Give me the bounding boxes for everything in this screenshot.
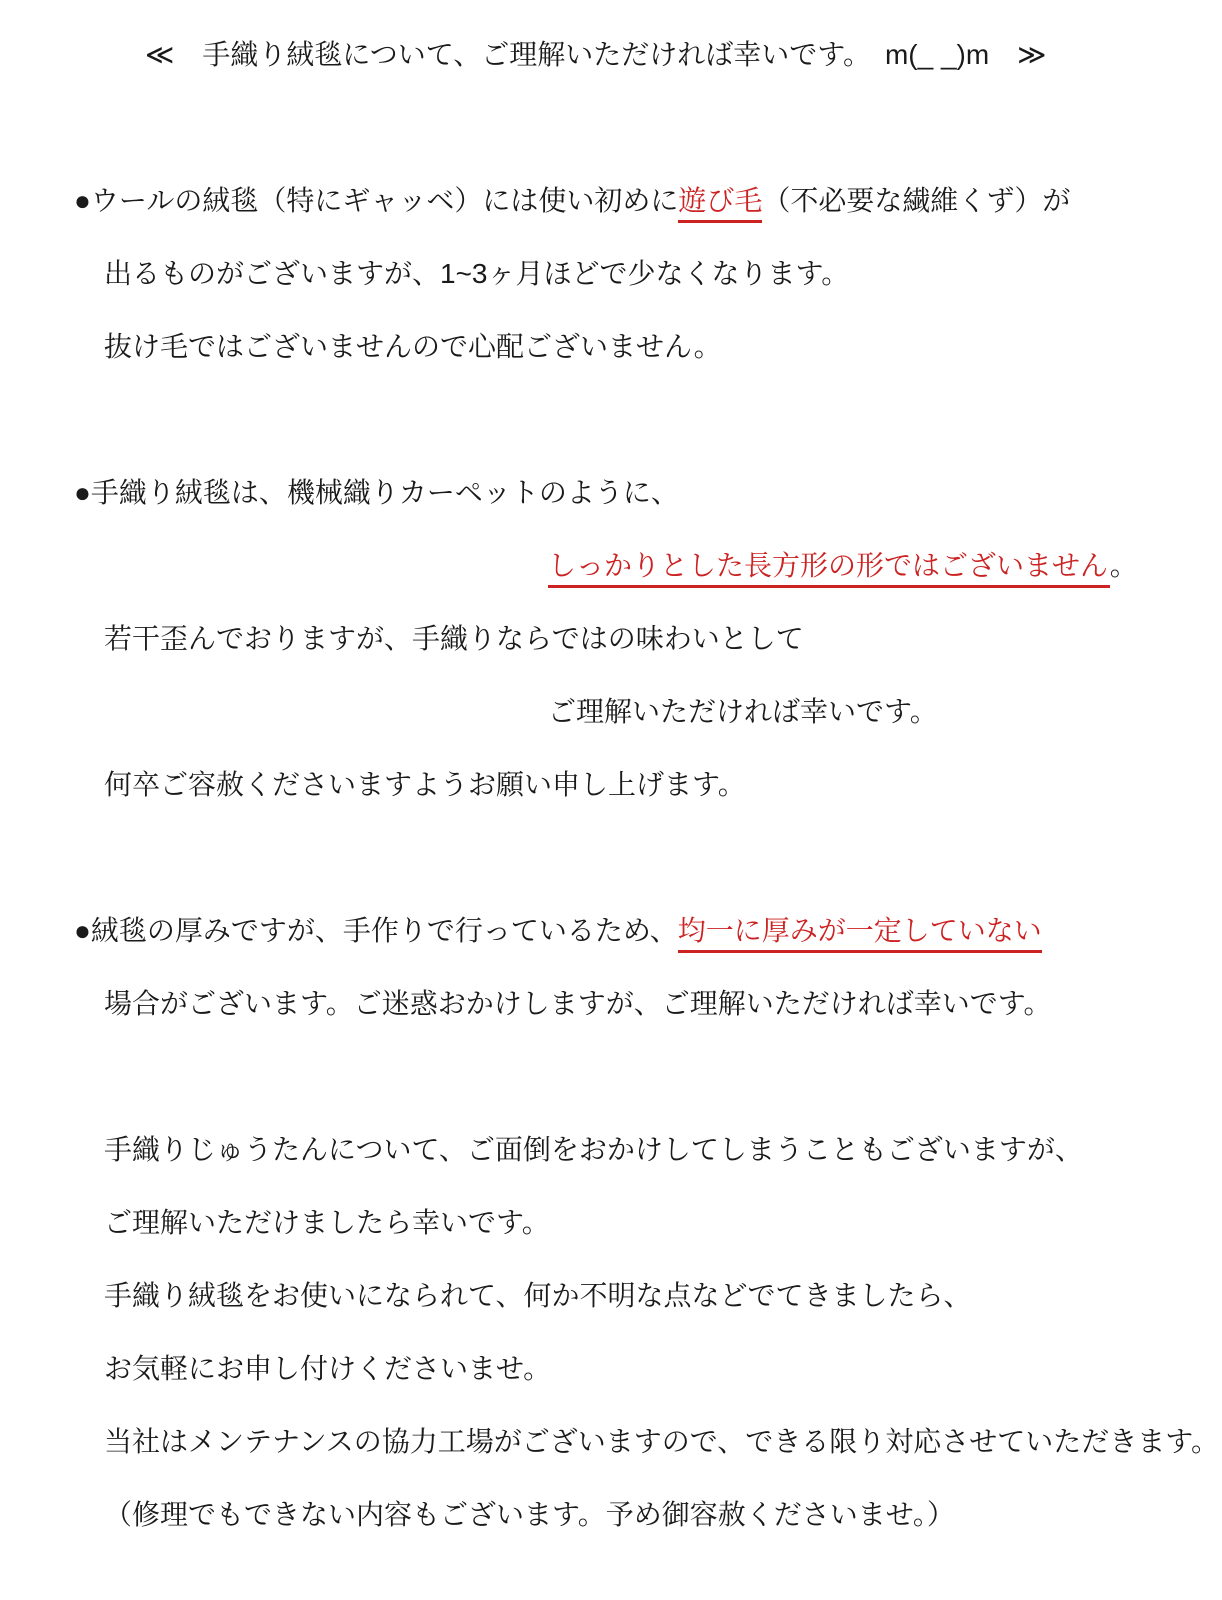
bullet3-line1-red-underlined: 均一に厚みが一定していない	[678, 915, 1042, 953]
closing-line3	[0, 1259, 1222, 1332]
document-title	[0, 18, 1222, 91]
closing-line5-text: 当社はメンテナンスの協力工場がございますので、できる限り対応させていただきます。	[104, 1426, 1219, 1457]
bullet1-line1-pre: ●ウールの絨毯（特にギャッベ）には使い初めに	[74, 185, 679, 216]
bullet1-line2-text: 出るものがございますが、1~3ヶ月ほどで少なくなります。	[104, 258, 850, 289]
bullet3-line2-text: 場合がございます。ご迷惑おかけしますが、ご理解いただければ幸いです。	[104, 988, 1052, 1019]
bullet3-line2	[0, 967, 1222, 1040]
closing-line3-text: 手織り絨毯をお使いになられて、何か不明な点などでてきましたら、	[104, 1280, 972, 1311]
bullet2-line2-red-underlined: しっかりとした長方形の形ではございません	[548, 550, 1110, 588]
bullet2-line2-period: 。	[1109, 550, 1138, 581]
bullet2-line1	[0, 456, 1222, 529]
bullet2-line3	[0, 602, 1222, 675]
bullet1-line3-text: 抜け毛ではございませんので心配ございません。	[104, 331, 722, 362]
bullet2-line5-text: 何卒ご容赦くださいますようお願い申し上げます。	[104, 769, 746, 800]
bullet2-line4-text: ご理解いただければ幸いです。	[548, 696, 938, 727]
spacer-3	[0, 821, 1222, 894]
closing-line5	[0, 1405, 1222, 1478]
bullet3-line1	[0, 894, 1222, 967]
bullet1-line3	[0, 310, 1222, 383]
document-title-text: ≪ 手織り絨毯について、ご理解いただければ幸いです。 m(_ _)m ≫	[145, 39, 1047, 70]
bullet2-line2	[0, 529, 1222, 602]
closing-line6-text: （修理でもできない内容もございます。予め御容赦くださいませ。）	[104, 1499, 955, 1530]
closing-line1	[0, 1113, 1222, 1186]
closing-line2	[0, 1186, 1222, 1259]
bullet3-line1-pre: ●絨毯の厚みですが、手作りで行っているため、	[74, 915, 678, 946]
spacer-2	[0, 383, 1222, 456]
bullet2-line5	[0, 748, 1222, 821]
bullet2-line4	[0, 675, 1222, 748]
bullet2-line3-text: 若干歪んでおりますが、手織りならではの味わいとして	[104, 623, 804, 654]
spacer-4	[0, 1040, 1222, 1113]
bullet1-line2	[0, 237, 1222, 310]
closing-line2-text: ご理解いただけましたら幸いです。	[104, 1207, 550, 1238]
closing-line6	[0, 1478, 1222, 1551]
bullet2-line1-text: ●手織り絨毯は、機械織りカーペットのように、	[74, 477, 679, 508]
bullet1-line1	[0, 164, 1222, 237]
closing-line4-text: お気軽にお申し付けくださいませ。	[104, 1353, 552, 1384]
bullet1-line1-post: （不必要な繊維くず）が	[762, 185, 1071, 216]
bullet1-line1-red-underlined: 遊び毛	[678, 185, 762, 223]
closing-line4	[0, 1332, 1222, 1405]
closing-line1-text: 手織りじゅうたんについて、ご面倒をおかけしてしまうこともございますが、	[104, 1134, 1083, 1165]
spacer-1	[0, 91, 1222, 164]
